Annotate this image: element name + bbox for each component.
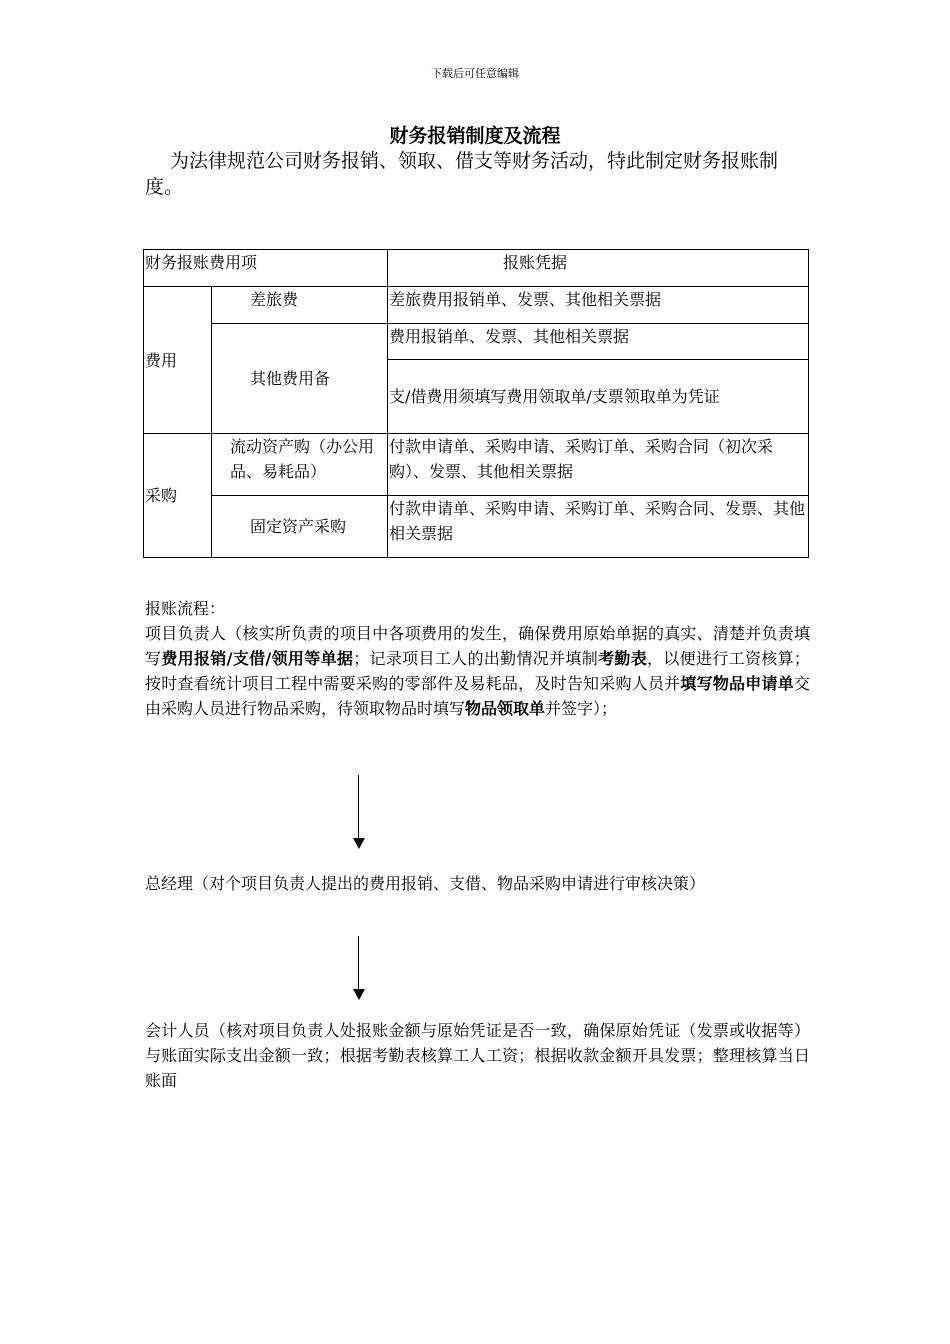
other-expense-voucher-2: 支/借费用须填写费用领取单/支票领取单为凭证 bbox=[388, 360, 809, 434]
step1-bold-1: 费用报销/支借/领用等单据 bbox=[161, 649, 354, 668]
document-title: 财务报销制度及流程 bbox=[389, 125, 561, 147]
travel-expense-label: 差旅费 bbox=[212, 287, 388, 324]
other-expense-voucher-1: 费用报销单、发票、其他相关票据 bbox=[388, 324, 809, 360]
flow-label: 报账流程： bbox=[145, 599, 226, 618]
step1-text-5: 并签字）； bbox=[545, 699, 618, 718]
step1-text-3: ，以便进行工资核算；按时查看统计项目工程中需要采购的零部件及易耗品，及时告知采购人员并 bbox=[145, 649, 810, 693]
flow-step-general-manager: 总经理（对个项目负责人提出的费用报销、支借、物品采购申请进行审核决策） bbox=[145, 874, 706, 893]
flow-arrow-down-icon bbox=[353, 775, 365, 849]
flow-step-accountant: 会计人员（核对项目负责人处报账金额与原始凭证是否一致，确保原始凭证（发票或收据等）与账面实际支出金额一致；根据考勤表核算工人工资；根据收款金额开具发票；整理核算当日账面 bbox=[145, 1021, 810, 1090]
fixed-asset-label: 固定资产采购 bbox=[212, 496, 388, 558]
other-expense-label: 其他费用备 bbox=[212, 324, 388, 434]
step1-text-2: ；记录项目工人的出勤情况并填制 bbox=[353, 649, 599, 668]
download-note: 下载后可任意编辑 bbox=[431, 67, 519, 80]
fixed-asset-voucher: 付款申请单、采购申请、采购订单、采购合同、发票、其他相关票据 bbox=[388, 496, 809, 558]
expense-voucher-table bbox=[143, 249, 809, 558]
step1-bold-4: 物品领取单 bbox=[465, 699, 546, 718]
category-purchase: 采购 bbox=[144, 434, 212, 558]
header-voucher: 报账凭据 bbox=[388, 250, 809, 287]
intro-paragraph: 为法律规范公司财务报销、领取、借支等财务活动，特此制定财务报账制度。 bbox=[145, 150, 779, 198]
step1-text-4: 交由采购人员进行物品采购，待领取物品时填写 bbox=[145, 674, 810, 718]
step1-bold-2: 考勤表 bbox=[598, 649, 648, 668]
step1-text-1: 项目负责人（核实所负责的项目中各项费用的发生，确保费用原始单据的真实、清楚并负责填写 bbox=[145, 624, 810, 668]
step1-bold-3: 填写物品申请单 bbox=[680, 674, 794, 693]
travel-expense-voucher: 差旅费用报销单、发票、其他相关票据 bbox=[388, 287, 809, 324]
flow-arrow-down-icon bbox=[353, 936, 365, 1000]
current-asset-label: 流动资产购（办公用品、易耗品） bbox=[212, 434, 388, 496]
current-asset-voucher: 付款申请单、采购申请、采购订单、采购合同（初次采购）、发票、其他相关票据 bbox=[388, 434, 809, 496]
flow-step-project-manager bbox=[145, 621, 810, 721]
header-expense-item: 财务报账费用项 bbox=[144, 250, 388, 287]
category-expense: 费用 bbox=[144, 287, 212, 434]
